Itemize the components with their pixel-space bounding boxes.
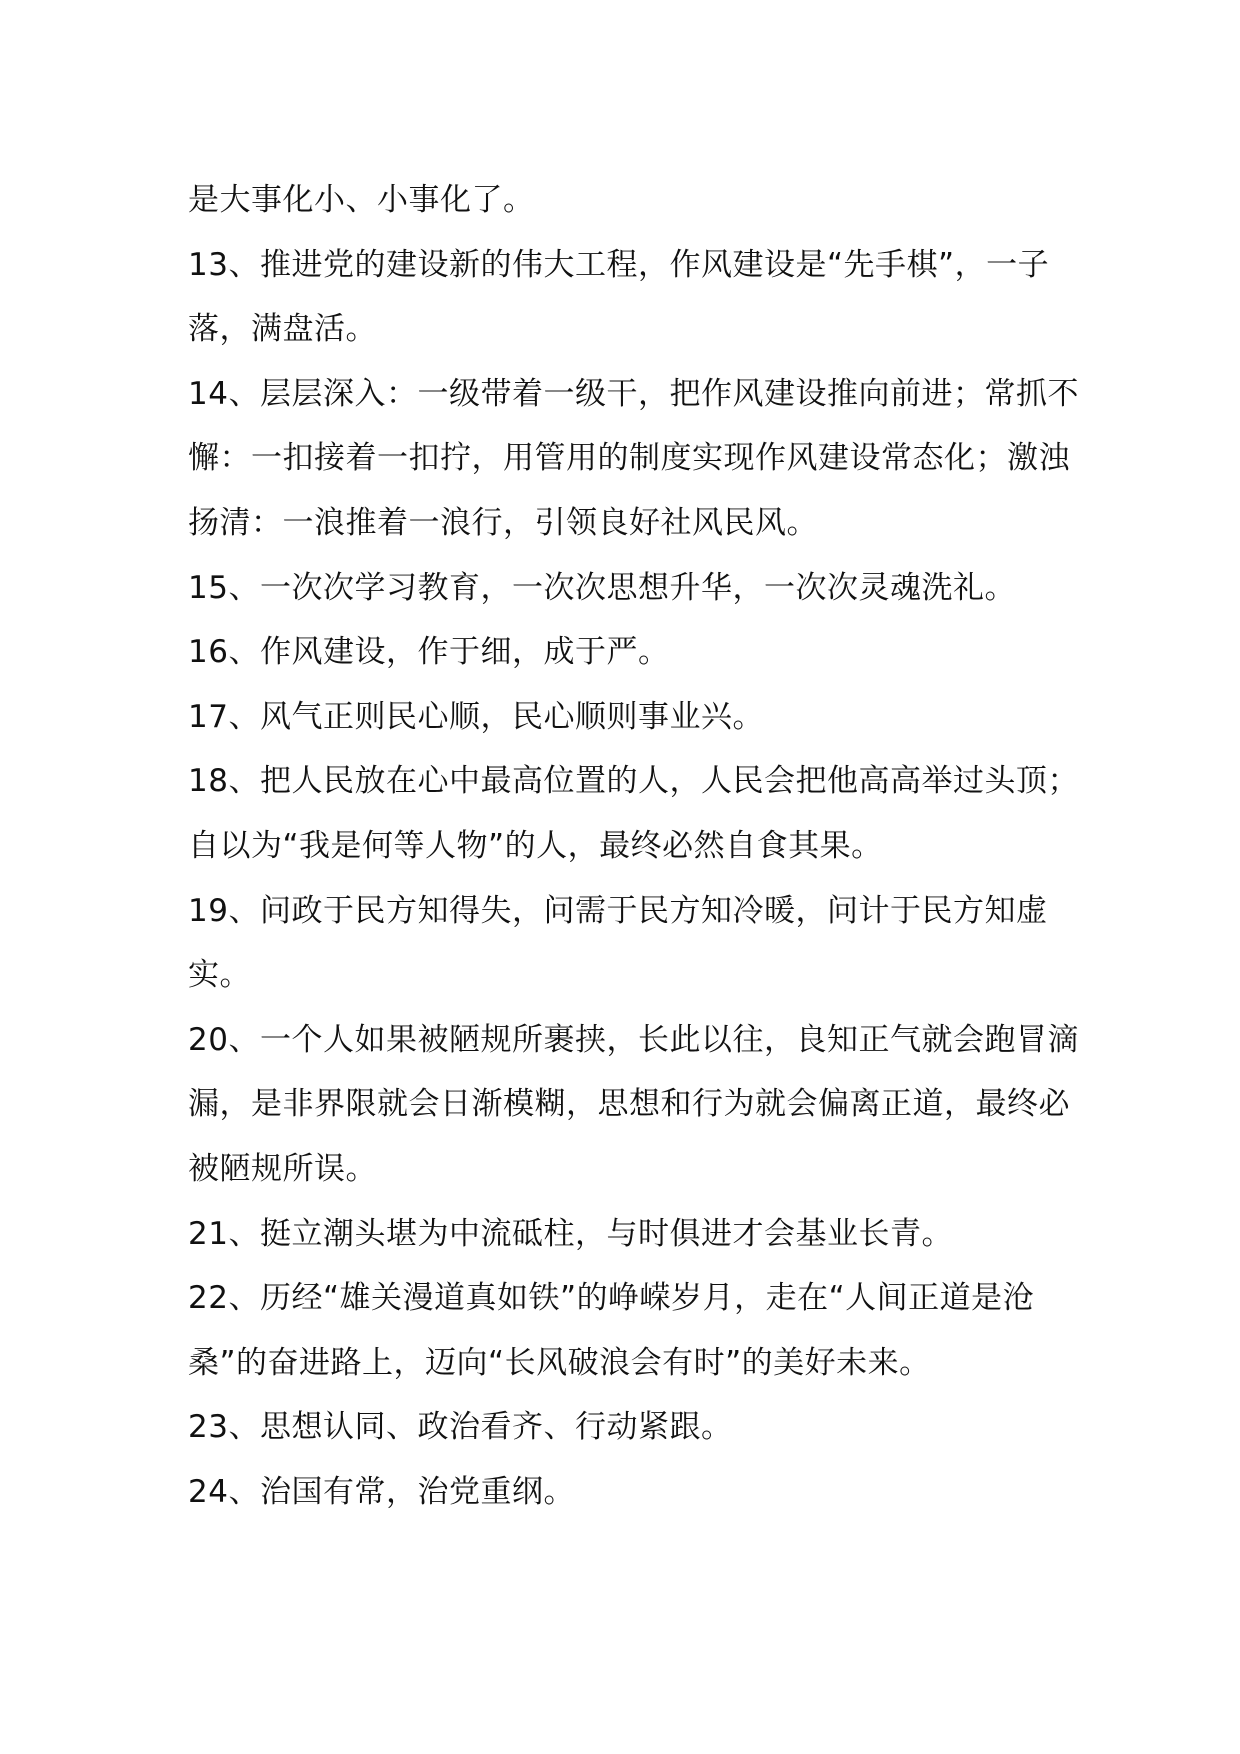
paragraph-14: 14、层层深入：一级带着一级干，把作风建设推向前进；常抓不懈：一扣接着一扣拧，用管用的制度实现作风建设常态化；激浊扬清：一浪推着一浪行，引领良好社风民风。 [188,375,1079,541]
paragraph-19: 19、问政于民方知得失，问需于民方知冷暖，问计于民方知虚实。 [188,892,1048,994]
paragraph-22: 22、历经“雄关漫道真如铁”的峥嵘岁月，走在“人间正道是沧桑”的奋进路上，迈向“长风破浪会有时”的美好未来。 [188,1280,1035,1381]
paragraph-13: 13、推进党的建设新的伟大工程，作风建设是“先手棋”，一子落，满盘活。 [188,246,1050,348]
paragraph-16: 16、作风建设，作于细，成于严。 [188,634,670,671]
paragraph-18: 18、把人民放在心中最高位置的人，人民会把他高高举过头顶；自以为“我是何等人物”的人，最终必然自食其果。 [188,763,1079,864]
paragraph-24: 24、治国有常，治党重纲。 [188,1473,575,1510]
paragraph-23: 23、思想认同、政治看齐、行动紧跟。 [188,1409,733,1446]
paragraph-17: 17、风气正则民心顺，民心顺则事业兴。 [188,698,764,735]
paragraph-continuation: 是大事化小、小事化了。 [188,182,535,218]
paragraph-15: 15、一次次学习教育，一次次思想升华，一次次灵魂洗礼。 [188,569,1016,606]
paragraph-20: 20、一个人如果被陋规所裹挟，长此以往，良知正气就会跑冒滴漏，是非界限就会日渐模糊，思想和行为就会偏离正道，最终必被陋规所误。 [188,1021,1079,1187]
document-body [188,168,1088,1524]
paragraph-21: 21、挺立潮头堪为中流砥柱，与时俱进才会基业长青。 [188,1215,953,1252]
